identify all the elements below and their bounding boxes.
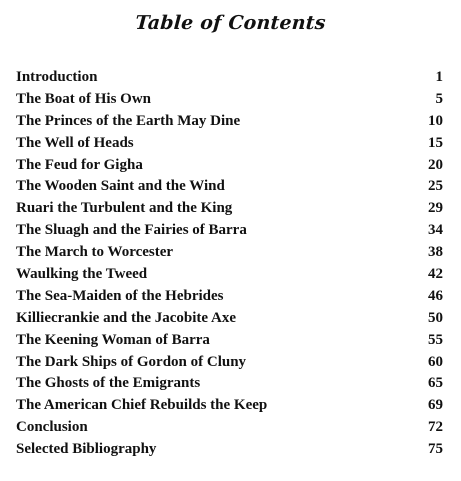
toc-entry-page: 42 <box>428 266 443 283</box>
toc-entry[interactable] <box>16 242 443 264</box>
toc-entry-title: Killiecrankie and the Jacobite Axe <box>16 309 236 326</box>
toc-entry[interactable] <box>16 352 443 374</box>
page-title: Table of Contents <box>134 12 327 34</box>
toc-entry-title: The Sea-Maiden of the Hebrides <box>16 287 224 304</box>
toc-entry-title: The American Chief Rebuilds the Keep <box>16 397 268 414</box>
toc-entry-title: Selected Bibliography <box>16 441 157 458</box>
toc-list <box>16 67 443 461</box>
toc-entry[interactable] <box>16 220 443 242</box>
toc-entry[interactable] <box>16 373 443 395</box>
toc-entry-page: 69 <box>428 397 443 414</box>
toc-entry-title: The Feud for Gigha <box>16 156 143 173</box>
toc-entry[interactable] <box>16 439 443 461</box>
toc-entry-title: Ruari the Turbulent and the King <box>16 200 233 217</box>
toc-entry-title: Conclusion <box>16 419 88 436</box>
toc-entry-page: 5 <box>435 90 443 107</box>
toc-entry-page: 50 <box>428 309 443 326</box>
toc-entry[interactable] <box>16 395 443 417</box>
toc-entry-page: 46 <box>428 287 443 304</box>
toc-entry-page: 20 <box>428 156 443 173</box>
toc-entry-page: 55 <box>428 331 443 348</box>
toc-entry[interactable] <box>16 111 443 133</box>
toc-entry-title: The Well of Heads <box>16 134 134 151</box>
toc-entry-page: 34 <box>428 222 443 239</box>
toc-entry-page: 72 <box>428 419 443 436</box>
toc-entry[interactable] <box>16 155 443 177</box>
toc-entry-title: The March to Worcester <box>16 244 174 261</box>
toc-entry-page: 65 <box>428 375 443 392</box>
toc-entry-page: 1 <box>435 69 443 85</box>
toc-entry[interactable] <box>16 176 443 198</box>
toc-entry-title: The Sluagh and the Fairies of Barra <box>16 222 247 239</box>
toc-entry[interactable] <box>16 67 443 89</box>
toc-entry-page: 38 <box>428 244 443 261</box>
toc-entry-page: 60 <box>428 353 443 370</box>
toc-entry[interactable] <box>16 264 443 286</box>
toc-entry-title: The Ghosts of the Emigrants <box>16 375 201 392</box>
toc-entry-page: 75 <box>428 441 443 458</box>
toc-entry-page: 25 <box>428 178 443 195</box>
toc-entry[interactable] <box>16 198 443 220</box>
toc-entry[interactable] <box>16 89 443 111</box>
toc-entry-title: The Princes of the Earth May Dine <box>16 112 241 129</box>
toc-entry-title: The Wooden Saint and the Wind <box>16 178 225 195</box>
toc-entry-page: 29 <box>428 200 443 217</box>
toc-entry[interactable] <box>16 286 443 308</box>
toc-entry-title: Introduction <box>16 69 98 85</box>
toc-entry[interactable] <box>16 133 443 155</box>
toc-entry-page: 15 <box>428 134 443 151</box>
toc-entry-title: The Dark Ships of Gordon of Cluny <box>16 353 247 370</box>
toc-entry[interactable] <box>16 308 443 330</box>
toc-entry-page: 10 <box>428 112 443 129</box>
toc-entry[interactable] <box>16 417 443 439</box>
toc-entry-title: The Boat of His Own <box>16 90 152 107</box>
toc-entry[interactable] <box>16 330 443 352</box>
toc-entry-title: Waulking the Tweed <box>16 266 148 283</box>
toc-entry-title: The Keening Woman of Barra <box>16 331 210 348</box>
